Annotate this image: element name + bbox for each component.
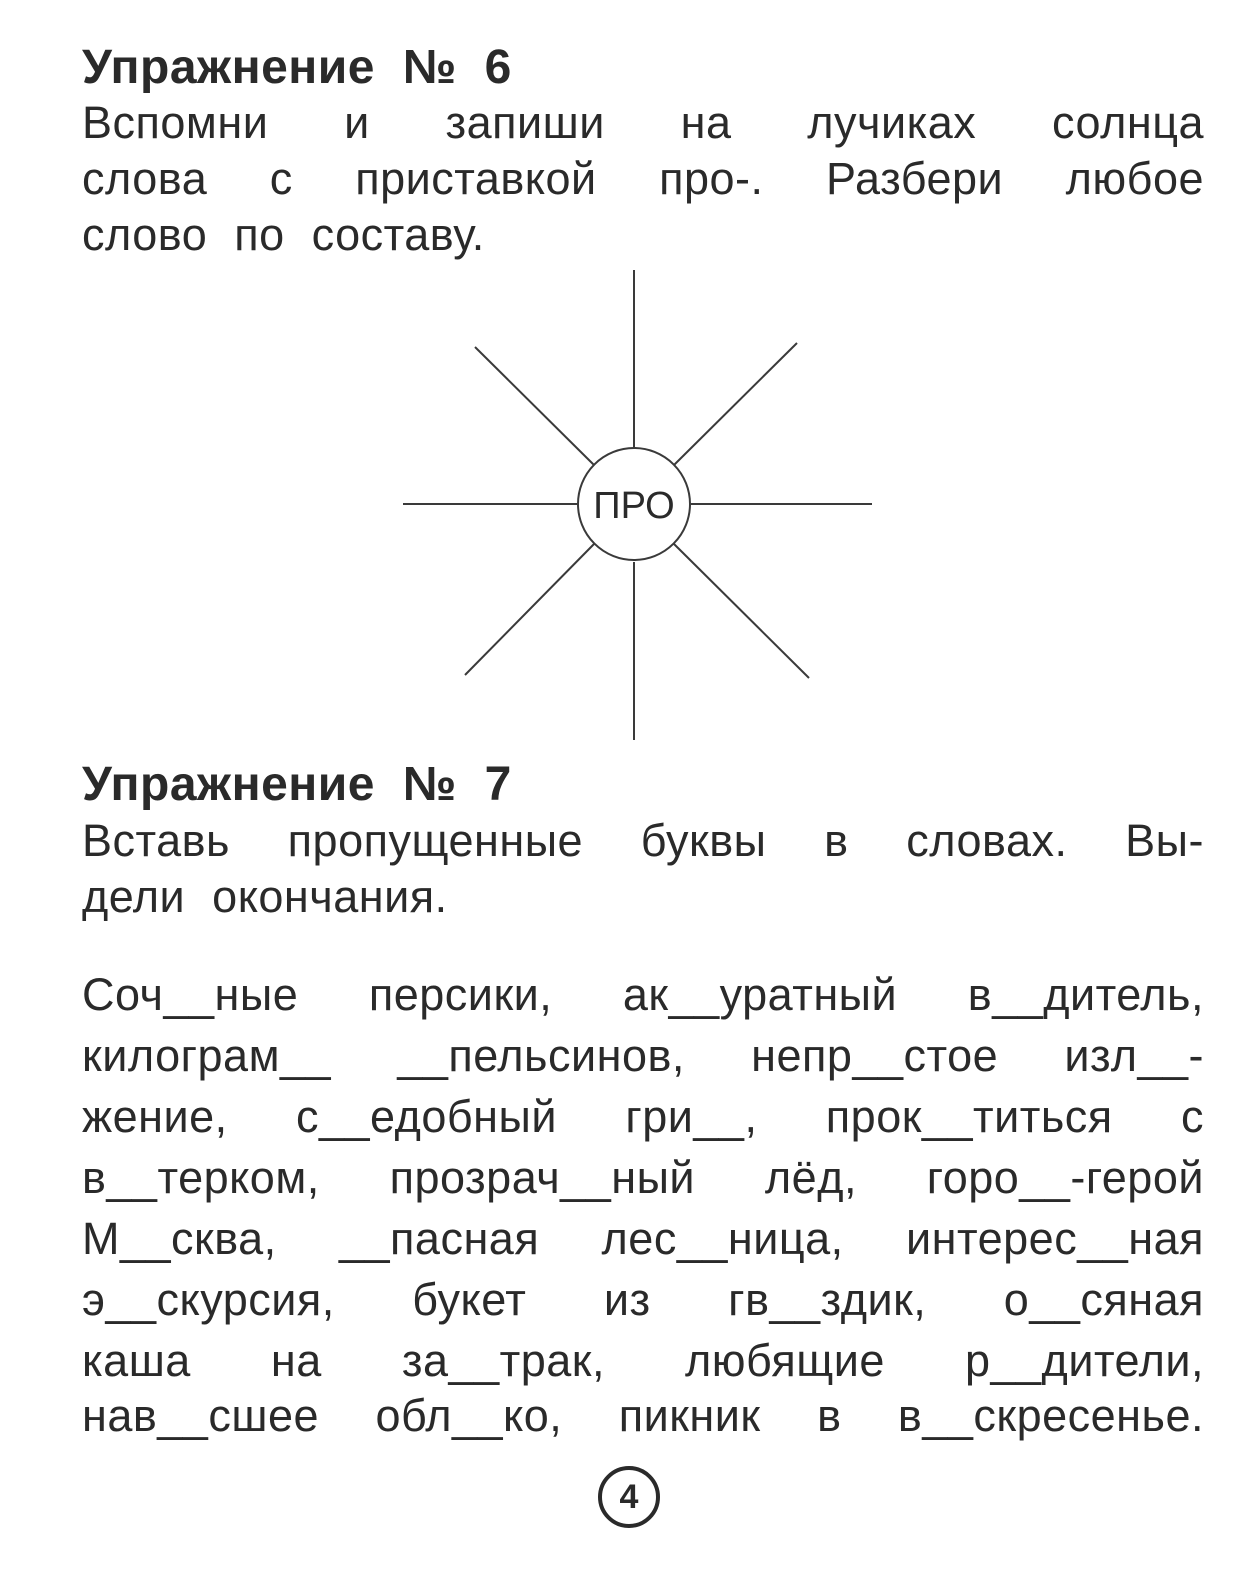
exercise-7-text-line: жение, с__едобный гри__, прок__титься с	[82, 1091, 1204, 1142]
exercise-6-title: Упражнение № 6	[82, 41, 512, 94]
exercise-7-instruction-line: дели окончания.	[82, 871, 448, 922]
sun-center-label: ПРО	[593, 485, 675, 527]
sun-diagram	[395, 265, 880, 745]
exercise-6-instruction-line: слова с приставкой про-. Разбери любое	[82, 153, 1204, 204]
exercise-7-text-line: М__сква, __пасная лес__ница, интерес__ная	[82, 1213, 1204, 1264]
exercise-7-text-line: килограм__ __пельсинов, непр__стое изл__-	[82, 1030, 1204, 1081]
exercise-6-instruction-line: слово по составу.	[82, 209, 485, 260]
sun-ray-northeast	[674, 343, 797, 465]
exercise-7-instruction-line: Вставь пропущенные буквы в словах. Вы-	[82, 815, 1204, 866]
sun-ray-southeast	[674, 544, 809, 678]
exercise-7-text-line: нав__сшее обл__ко, пикник в в__скресенье.	[82, 1390, 1204, 1441]
exercise-7-text-line: каша на за__трак, любящие р__дители,	[82, 1335, 1204, 1386]
exercise-7-text-line: Соч__ные персики, ак__уратный в__дитель,	[82, 969, 1204, 1020]
exercise-7-text-line: э__скурсия, букет из гв__здик, о__сяная	[82, 1274, 1204, 1325]
exercise-7-title: Упражнение № 7	[82, 758, 512, 811]
sun-ray-northwest	[475, 347, 594, 465]
sun-ray-southwest	[465, 544, 594, 675]
page-number: 4	[598, 1466, 660, 1528]
exercise-7-text-line: в__терком, прозрач__ный лёд, горо__-герой	[82, 1152, 1204, 1203]
exercise-6-instruction-line: Вспомни и запиши на лучиках солнца	[82, 97, 1204, 148]
